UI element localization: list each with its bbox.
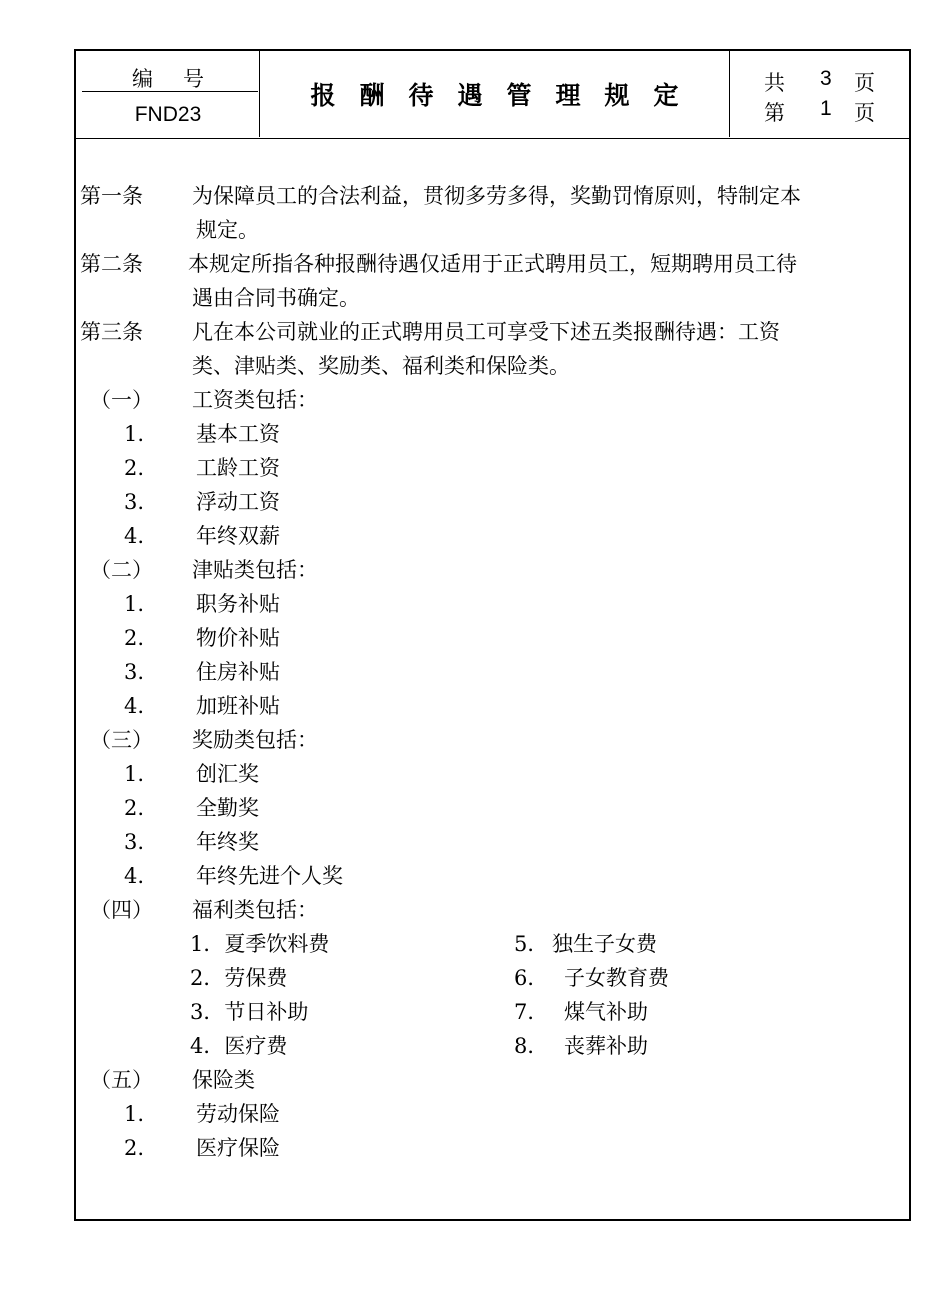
list-item-number: 2. xyxy=(124,796,145,820)
list-item: 年终先进个人奖 xyxy=(196,864,343,888)
list-item-number: 2. xyxy=(124,1136,145,1160)
doc-code: FND23 xyxy=(134,103,202,126)
list-item: 年终双薪 xyxy=(196,524,280,548)
current-label-a: 第 xyxy=(764,101,785,125)
list-item: 浮动工资 xyxy=(196,490,280,514)
document-title: 报酬待遇管理规定 xyxy=(260,51,730,137)
current-page-row xyxy=(730,97,909,127)
welfare-item-number-right: 5． xyxy=(514,932,549,956)
section-title: 津贴类包括： xyxy=(192,558,318,582)
list-item-number: 3. xyxy=(124,830,145,854)
current-page: 1 xyxy=(820,97,832,120)
list-item-number: 1. xyxy=(124,1102,145,1126)
doc-number-cell xyxy=(76,51,260,137)
list-item: 医疗保险 xyxy=(196,1136,280,1160)
total-pages: 3 xyxy=(820,67,832,90)
welfare-item-number-right: 6． xyxy=(514,966,549,990)
section-label: （二） xyxy=(90,558,153,582)
article-3-line-1: 凡在本公司就业的正式聘用员工可享受下述五类报酬待遇：工资 xyxy=(192,320,780,344)
list-item: 住房补贴 xyxy=(196,660,280,684)
welfare-item-left: 2．劳保费 xyxy=(190,966,288,990)
article-1-label: 第一条 xyxy=(80,184,143,208)
section-title: 工资类包括： xyxy=(192,388,318,412)
list-item-number: 4. xyxy=(124,864,145,888)
list-item-number: 3. xyxy=(124,490,145,514)
list-item-number: 2. xyxy=(124,626,145,650)
section-title: 福利类包括： xyxy=(192,898,318,922)
welfare-item-left: 1．夏季饮料费 xyxy=(190,932,330,956)
total-pages-row xyxy=(730,67,909,97)
list-item-number: 1. xyxy=(124,762,145,786)
number-underline xyxy=(82,91,258,92)
article-2-line-2: 遇由合同书确定。 xyxy=(192,286,360,310)
section-title: 保险类 xyxy=(192,1068,255,1092)
current-label-b: 页 xyxy=(854,101,875,125)
welfare-item-right: 丧葬补助 xyxy=(564,1034,648,1058)
list-item: 加班补贴 xyxy=(196,694,280,718)
article-2-label: 第二条 xyxy=(80,252,143,276)
list-item: 劳动保险 xyxy=(196,1102,280,1126)
section-label: （四） xyxy=(90,898,153,922)
article-1-line-1: 为保障员工的合法利益，贯彻多劳多得，奖勤罚惰原则，特制定本 xyxy=(192,184,801,208)
list-item-number: 4. xyxy=(124,694,145,718)
list-item: 基本工资 xyxy=(196,422,280,446)
section-title: 奖励类包括： xyxy=(192,728,318,752)
list-item: 物价补贴 xyxy=(196,626,280,650)
number-label: 编号 xyxy=(132,67,234,91)
welfare-item-number-right: 8． xyxy=(514,1034,549,1058)
document-frame xyxy=(74,49,911,1221)
article-1-line-2: 规定。 xyxy=(196,218,259,242)
article-2-line-1: 本规定所指各种报酬待遇仅适用于正式聘用员工，短期聘用员工待 xyxy=(188,252,797,276)
section-label: （三） xyxy=(90,728,153,752)
list-item-number: 3. xyxy=(124,660,145,684)
section-label: （一） xyxy=(90,388,153,412)
list-item-number: 1. xyxy=(124,422,145,446)
list-item: 年终奖 xyxy=(196,830,259,854)
welfare-item-right: 独生子女费 xyxy=(552,932,657,956)
page-count-cell xyxy=(730,51,909,137)
total-label-a: 共 xyxy=(764,71,785,95)
list-item-number: 2. xyxy=(124,456,145,480)
list-item-number: 4. xyxy=(124,524,145,548)
section-label: （五） xyxy=(90,1068,153,1092)
list-item: 全勤奖 xyxy=(196,796,259,820)
welfare-item-right: 子女教育费 xyxy=(564,966,669,990)
welfare-item-left: 4．医疗费 xyxy=(190,1034,288,1058)
article-3-label: 第三条 xyxy=(80,320,143,344)
article-3-line-2: 类、津贴类、奖励类、福利类和保险类。 xyxy=(192,354,570,378)
document-header xyxy=(76,51,909,139)
list-item-number: 1. xyxy=(124,592,145,616)
list-item: 创汇奖 xyxy=(196,762,259,786)
welfare-item-right: 煤气补助 xyxy=(564,1000,648,1024)
list-item: 工龄工资 xyxy=(196,456,280,480)
welfare-item-number-right: 7． xyxy=(514,1000,549,1024)
total-label-b: 页 xyxy=(854,71,875,95)
list-item: 职务补贴 xyxy=(196,592,280,616)
welfare-item-left: 3．节日补助 xyxy=(190,1000,309,1024)
